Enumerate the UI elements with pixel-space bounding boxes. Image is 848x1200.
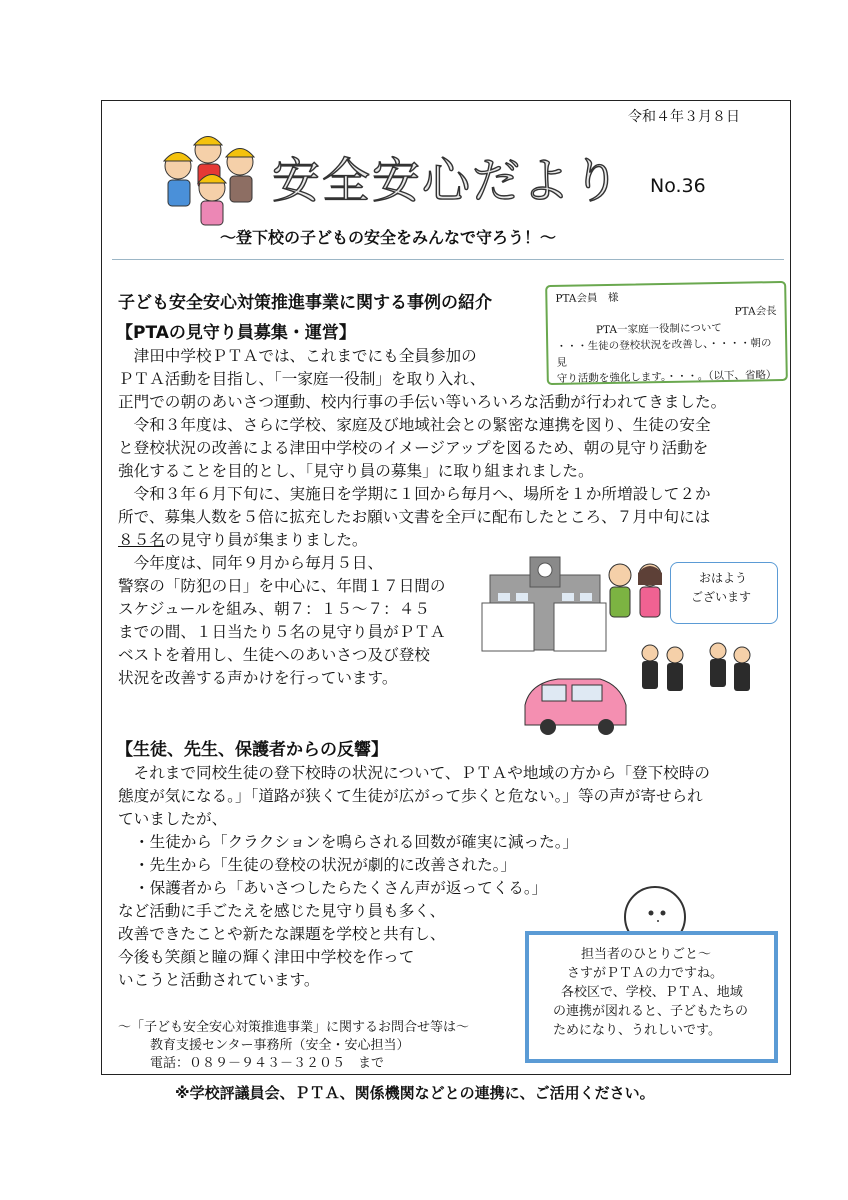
article-heading: 子ども安全安心対策推進事業に関する事例の紹介 [118,293,492,313]
text-line: 令和３年６月下旬に、実施日を学期に１回から毎月へ、場所を１か所増設して２か [118,485,711,503]
text-line: スケジュールを組み、朝７：１５～７：４５ [118,600,430,618]
text-line: 正門での朝のあいさつ運動、校内行事の手伝い等いろいろな活動が行われてきました。 [118,393,727,411]
text-line: 津田中学校ＰＴＡでは、これまでにも全員参加の [118,347,477,365]
text-line: 強化することを目的とし、「見守り員の募集」に取り組まれました。 [118,462,594,480]
contact-line: ～「子ども安全安心対策推進事業」に関するお問合せ等は～ [118,1020,470,1035]
section1-title: 【PTAの見守り員募集・運営】 [116,323,356,343]
text-line: 警察の「防犯の日」を中心に、年間１７日間の [118,577,446,595]
text-line: 令和３年度は、さらに学校、家庭及び地域社会との緊密な連携を図り、生徒の安全 [118,416,711,434]
header-divider [112,259,784,260]
text-line: ベストを着用し、生徒へのあいさつ及び登校 [118,646,430,664]
text-line: ＰＴＡ活動を目指し、「一家庭一役制」を取り入れ、 [118,370,486,388]
text-line: 今後も笑顔と瞳の輝く津田中学校を作って [118,948,415,966]
issue-date: 令和４年３月８日 [628,109,740,125]
text-line: ていましたが、 [118,810,228,828]
text-line: までの間、１日当たり５名の見守り員がＰＴＡ [118,623,446,641]
text-line: 今年度は、同年９月から毎月５日、 [118,554,384,572]
text-line: と登校状況の改善による津田中学校のイメージアップを図るため、朝の見守り活動を [118,439,709,457]
note-line: の連携が図れると、子どもたちの [553,1004,749,1019]
letter-line: PTA一家庭一役制について [595,322,722,337]
letter-from: PTA会長 [734,305,777,318]
bubble-line: おはよう [699,571,748,585]
note-line: 各校区で、学校、ＰＴＡ、地域 [561,985,743,1000]
text-line: それまで同校生徒の登下校時の状況について、ＰＴＡや地域の方から「登下校時の [118,764,710,782]
newsletter-title: 安全安心だより [272,153,623,209]
note-line: ためになり、うれしいです。 [553,1023,721,1038]
note-line: さすがＰＴＡの力ですね。 [567,966,724,981]
text-line: など活動に手ごたえを感じた見守り員も多く、 [118,902,446,920]
issue-number: No.36 [650,175,706,197]
text-line: 態度が気になる。」「道路が狭くて生徒が広がって歩くと危ない。」等の声が寄せられ [118,787,703,805]
text-line: 状況を改善する声かけを行っています。 [118,669,398,687]
text-line: 改善できたことや新たな課題を学校と共有し、 [118,925,446,943]
footer-note: ※学校評議員会、ＰＴＡ、関係機関などとの連携に、ご活用ください。 [175,1084,655,1102]
subtitle: ～登下校の子どもの安全をみんなで守ろう！～ [220,228,557,247]
letter-to: PTA会員 様 [555,291,619,305]
note-title: 担当者のひとりごと～ [581,947,712,962]
text-line: ８５名の見守り員が集まりました。 [118,531,368,549]
volunteer-count: ８５名 [118,531,165,549]
children-illustration [148,128,266,228]
bubble-line: ございます [691,590,752,604]
mascot-character-illustration [615,877,695,937]
contact-info [118,1019,469,1073]
bullet-item: ・生徒から「クラクションを鳴らされる回数が確実に減った。」 [134,833,579,851]
bullet-item: ・先生から「生徒の登校の状況が劇的に改善された。」 [134,856,517,874]
letter-line: 守り活動を強化します。・・・。（以下、省略） [556,369,777,385]
contact-phone: 電話：０８９－９４３－３２０５ まで [150,1056,385,1071]
contact-line: 教育支援センター事務所（安全・安心担当） [150,1038,410,1053]
text-line: 所で、募集人数を５倍に拡充したお願い文書を全戸に配布したところ、７月中旬には [118,508,711,526]
text-line: いこうと活動されています。 [118,971,320,989]
greeting-speech-bubble [670,562,778,624]
letter-line: ・・・生徒の登校状況を改善し、・・・・朝の見 [556,337,772,369]
bullet-item: ・保護者から「あいさつしたらたくさん声が返ってくる。」 [134,879,548,897]
section2-title: 【生徒、先生、保護者からの反響】 [116,740,388,760]
staff-comment-box [525,931,778,1063]
